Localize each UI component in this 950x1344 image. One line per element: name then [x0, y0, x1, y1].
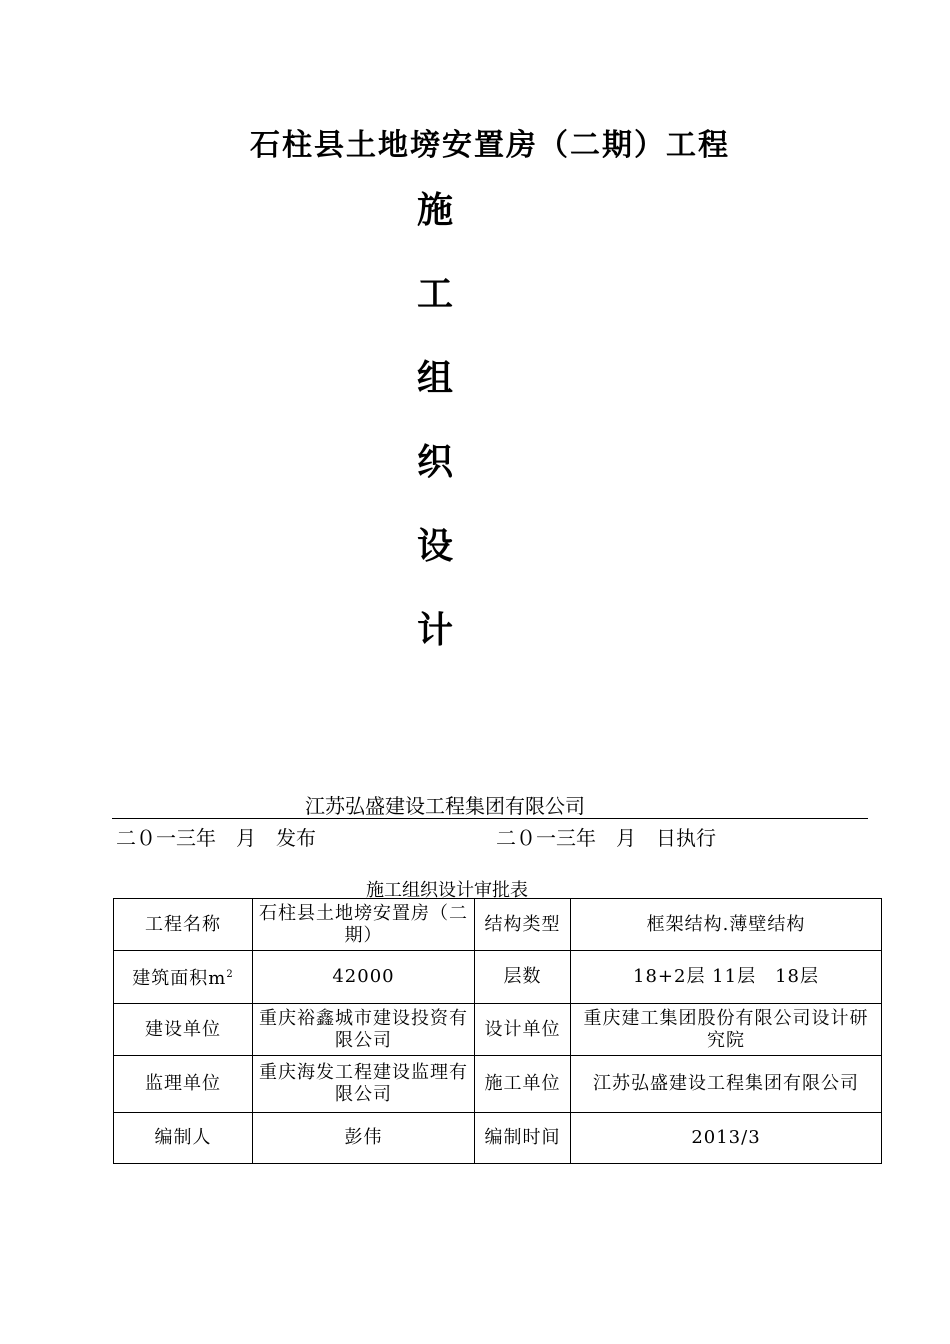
vertical-title-char: 计	[416, 610, 453, 651]
table-cell: 建设单位	[114, 1004, 253, 1056]
table-cell: 编制人	[114, 1113, 253, 1164]
table-cell: 编制时间	[475, 1113, 571, 1164]
table-cell: 2013/3	[571, 1113, 882, 1164]
table-cell	[114, 951, 253, 1004]
publish-date: 二０一三年 月 发布	[116, 826, 316, 850]
effective-date: 二０一三年 月 日执行	[496, 826, 716, 850]
table-row	[114, 1113, 882, 1164]
table-cell: 重庆建工集团股份有限公司设计研究院	[571, 1004, 882, 1056]
table-row	[114, 951, 882, 1004]
document-title: 石柱县土地塝安置房（二期）工程	[250, 128, 730, 163]
table-cell: 彭伟	[253, 1113, 475, 1164]
table-row	[114, 1056, 882, 1113]
vertical-title-char: 组	[416, 358, 453, 399]
table-cell: 18+2层 11层 18层	[571, 951, 882, 1004]
vertical-title-char: 工	[416, 274, 453, 315]
table-cell: 层数	[475, 951, 571, 1004]
table-cell: 江苏弘盛建设工程集团有限公司	[571, 1056, 882, 1113]
table-cell: 工程名称	[114, 899, 253, 951]
approval-table-title: 施工组织设计审批表	[366, 880, 528, 901]
vertical-title-char: 施	[416, 190, 453, 231]
vertical-title-char: 设	[416, 526, 453, 567]
approval-table	[113, 898, 882, 1164]
table-cell: 结构类型	[475, 899, 571, 951]
table-cell: 框架结构.薄壁结构	[571, 899, 882, 951]
divider-line	[112, 818, 868, 819]
table-cell: 监理单位	[114, 1056, 253, 1113]
area-superscript: 2	[226, 969, 234, 980]
table-cell: 施工单位	[475, 1056, 571, 1113]
table-cell: 重庆裕鑫城市建设投资有限公司	[253, 1004, 475, 1056]
area-label: 建筑面积m	[132, 968, 227, 989]
table-cell: 重庆海发工程建设监理有限公司	[253, 1056, 475, 1113]
company-name: 江苏弘盛建设工程集团有限公司	[305, 794, 585, 818]
table-row	[114, 899, 882, 951]
table-cell: 石柱县土地塝安置房（二期）	[253, 899, 475, 951]
vertical-title-char: 织	[416, 442, 453, 483]
table-cell: 42000	[253, 951, 475, 1004]
table-row	[114, 1004, 882, 1056]
table-cell: 设计单位	[475, 1004, 571, 1056]
